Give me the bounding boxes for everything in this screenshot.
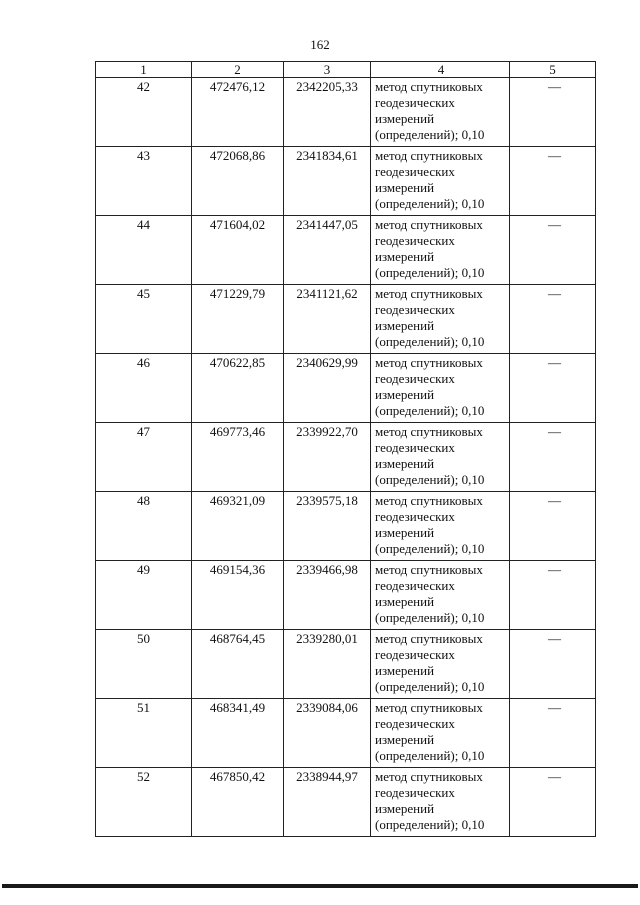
note-dash: —	[548, 217, 561, 232]
note-cell	[510, 561, 596, 630]
note-dash: —	[548, 769, 561, 784]
method-text-line: геодезических	[375, 647, 455, 662]
note-dash: —	[548, 424, 561, 439]
table-body	[96, 78, 596, 837]
method-text-line: измерений	[375, 525, 435, 540]
method-text-line: геодезических	[375, 716, 455, 731]
x-coordinate-cell: 471229,79	[192, 285, 284, 354]
note-cell	[510, 285, 596, 354]
point-number-cell: 43	[96, 147, 192, 216]
method-text-line: метод спутниковых	[375, 355, 483, 370]
note-cell	[510, 216, 596, 285]
method-cell	[371, 354, 510, 423]
table-row	[96, 561, 596, 630]
method-text-line: метод спутниковых	[375, 562, 483, 577]
method-text-line: метод спутниковых	[375, 217, 483, 232]
y-coordinate-cell: 2341121,62	[284, 285, 371, 354]
note-dash: —	[548, 79, 561, 94]
method-text-line: метод спутниковых	[375, 493, 483, 508]
method-cell	[371, 492, 510, 561]
point-number-cell: 50	[96, 630, 192, 699]
method-text-line: (определений); 0,10	[375, 679, 485, 694]
point-number-cell: 46	[96, 354, 192, 423]
method-text-line: (определений); 0,10	[375, 748, 485, 763]
method-text-line: (определений); 0,10	[375, 472, 485, 487]
y-coordinate-cell: 2339922,70	[284, 423, 371, 492]
table-row	[96, 699, 596, 768]
column-header-5: 5	[510, 62, 596, 78]
method-text-line: геодезических	[375, 233, 455, 248]
table-row	[96, 147, 596, 216]
method-cell	[371, 216, 510, 285]
x-coordinate-cell: 468764,45	[192, 630, 284, 699]
method-text-line: измерений	[375, 387, 435, 402]
y-coordinate-cell: 2342205,33	[284, 78, 371, 147]
point-number-cell: 51	[96, 699, 192, 768]
note-dash: —	[548, 631, 561, 646]
table-row	[96, 492, 596, 561]
note-dash: —	[548, 700, 561, 715]
method-text-line: (определений); 0,10	[375, 196, 485, 211]
note-dash: —	[548, 562, 561, 577]
method-text-line: геодезических	[375, 371, 455, 386]
method-text-line: геодезических	[375, 164, 455, 179]
method-cell	[371, 423, 510, 492]
note-cell	[510, 423, 596, 492]
y-coordinate-cell: 2339084,06	[284, 699, 371, 768]
y-coordinate-cell: 2341834,61	[284, 147, 371, 216]
point-number-cell: 42	[96, 78, 192, 147]
method-text-line: (определений); 0,10	[375, 403, 485, 418]
table-header-row	[96, 62, 596, 78]
x-coordinate-cell: 470622,85	[192, 354, 284, 423]
method-text-line: метод спутниковых	[375, 631, 483, 646]
method-text-line: метод спутниковых	[375, 424, 483, 439]
method-text-line: метод спутниковых	[375, 286, 483, 301]
point-number-cell: 45	[96, 285, 192, 354]
y-coordinate-cell: 2341447,05	[284, 216, 371, 285]
method-text-line: измерений	[375, 801, 435, 816]
method-text-line: измерений	[375, 732, 435, 747]
method-text-line: (определений); 0,10	[375, 127, 485, 142]
method-text-line: геодезических	[375, 578, 455, 593]
table-row	[96, 423, 596, 492]
point-number-cell: 47	[96, 423, 192, 492]
note-cell	[510, 768, 596, 837]
method-text-line: геодезических	[375, 509, 455, 524]
note-dash: —	[548, 493, 561, 508]
note-cell	[510, 630, 596, 699]
x-coordinate-cell: 469321,09	[192, 492, 284, 561]
method-text-line: (определений); 0,10	[375, 265, 485, 280]
note-cell	[510, 78, 596, 147]
method-text-line: измерений	[375, 663, 435, 678]
method-text-line: метод спутниковых	[375, 79, 483, 94]
note-dash: —	[548, 286, 561, 301]
method-cell	[371, 630, 510, 699]
table-row	[96, 216, 596, 285]
method-cell	[371, 78, 510, 147]
method-text-line: измерений	[375, 249, 435, 264]
table-row	[96, 630, 596, 699]
note-dash: —	[548, 148, 561, 163]
table-row	[96, 768, 596, 837]
method-text-line: измерений	[375, 180, 435, 195]
page-number: 162	[310, 37, 330, 52]
note-cell	[510, 699, 596, 768]
point-number-cell: 48	[96, 492, 192, 561]
point-number-cell: 49	[96, 561, 192, 630]
note-dash: —	[548, 355, 561, 370]
x-coordinate-cell: 467850,42	[192, 768, 284, 837]
coordinates-table	[95, 61, 596, 837]
y-coordinate-cell: 2339575,18	[284, 492, 371, 561]
y-coordinate-cell: 2339280,01	[284, 630, 371, 699]
method-text-line: метод спутниковых	[375, 700, 483, 715]
x-coordinate-cell: 469773,46	[192, 423, 284, 492]
method-cell	[371, 699, 510, 768]
note-cell	[510, 147, 596, 216]
method-text-line: (определений); 0,10	[375, 817, 485, 832]
method-cell	[371, 285, 510, 354]
y-coordinate-cell: 2338944,97	[284, 768, 371, 837]
point-number-cell: 52	[96, 768, 192, 837]
x-coordinate-cell: 468341,49	[192, 699, 284, 768]
x-coordinate-cell: 472476,12	[192, 78, 284, 147]
method-text-line: (определений); 0,10	[375, 610, 485, 625]
method-cell	[371, 768, 510, 837]
column-header-4: 4	[371, 62, 510, 78]
y-coordinate-cell: 2339466,98	[284, 561, 371, 630]
method-text-line: измерений	[375, 456, 435, 471]
x-coordinate-cell: 471604,02	[192, 216, 284, 285]
method-text-line: (определений); 0,10	[375, 541, 485, 556]
column-header-1: 1	[96, 62, 192, 78]
point-number-cell: 44	[96, 216, 192, 285]
column-header-3: 3	[284, 62, 371, 78]
column-header-2: 2	[192, 62, 284, 78]
x-coordinate-cell: 469154,36	[192, 561, 284, 630]
method-text-line: (определений); 0,10	[375, 334, 485, 349]
bottom-rule	[2, 884, 638, 888]
method-text-line: геодезических	[375, 785, 455, 800]
method-text-line: метод спутниковых	[375, 148, 483, 163]
note-cell	[510, 492, 596, 561]
table-row	[96, 354, 596, 423]
method-cell	[371, 147, 510, 216]
table-row	[96, 78, 596, 147]
method-text-line: геодезических	[375, 440, 455, 455]
method-text-line: измерений	[375, 111, 435, 126]
method-text-line: измерений	[375, 318, 435, 333]
note-cell	[510, 354, 596, 423]
method-text-line: геодезических	[375, 302, 455, 317]
method-text-line: геодезических	[375, 95, 455, 110]
x-coordinate-cell: 472068,86	[192, 147, 284, 216]
method-cell	[371, 561, 510, 630]
method-text-line: измерений	[375, 594, 435, 609]
table-row	[96, 285, 596, 354]
method-text-line: метод спутниковых	[375, 769, 483, 784]
y-coordinate-cell: 2340629,99	[284, 354, 371, 423]
